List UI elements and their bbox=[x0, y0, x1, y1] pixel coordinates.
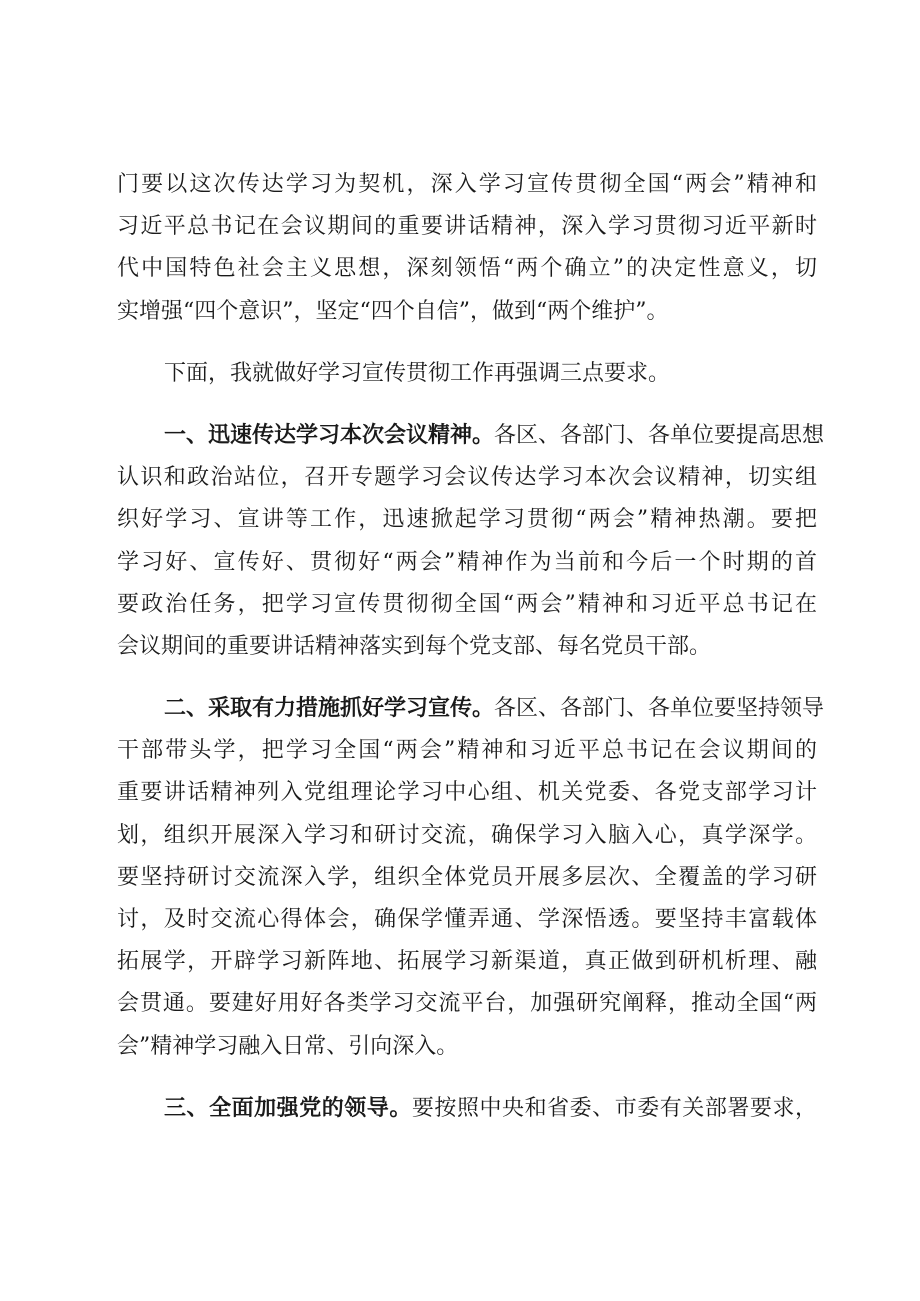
text-line: 重要讲话精神列入党组理论学习中心组、机关党委、各党支部学习计 bbox=[117, 780, 817, 806]
text-span: 要按照中央和省委、市委有关部署要求， bbox=[411, 1095, 817, 1121]
text-line bbox=[117, 688, 825, 730]
text-line: 划，组织开展深入学习和研讨交流，确保学习入脑入心，真学深学。 bbox=[117, 822, 817, 848]
text-line: 会议期间的重要讲话精神落实到每个党支部、每名党员干部。 bbox=[117, 633, 712, 659]
text-line: 要政治任务，把学习宣传贯彻彻全国“两会”精神和习近平总书记在 bbox=[117, 591, 817, 617]
section-heading: 二、采取有力措施抓好学习宣传。 bbox=[164, 696, 495, 722]
section-heading: 一、迅速传达学习本次会议精神。 bbox=[164, 422, 495, 448]
text-line: 会”精神学习融入日常、引向深入。 bbox=[117, 1033, 459, 1059]
text-line: 习近平总书记在会议期间的重要讲话精神，深入学习贯彻习近平新时 bbox=[117, 214, 817, 240]
paragraph-4 bbox=[117, 688, 825, 1068]
text-line: 实增强“四个意识”，坚定“四个自信”，做到“两个维护”。 bbox=[117, 298, 669, 324]
text-line: 要坚持研讨交流深入学，组织全体党员开展多层次、全覆盖的学习研 bbox=[117, 864, 817, 890]
text-span: 各区、各部门、各单位要提高思想 bbox=[494, 422, 825, 448]
text-line: 讨，及时交流心得体会，确保学懂弄通、学深悟透。要坚持丰富载体 bbox=[117, 907, 817, 932]
paragraph-5 bbox=[117, 1088, 817, 1130]
document-body bbox=[117, 164, 825, 1130]
text-line: 认识和政治站位，召开专题学习会议传达学习本次会议精神，切实组 bbox=[117, 465, 817, 491]
text-line: 下面，我就做好学习宣传贯彻工作再强调三点要求。 bbox=[164, 360, 671, 386]
text-line bbox=[117, 1088, 817, 1130]
text-line: 拓展学，开辟学习新阵地、拓展学习新渠道，真正做到研机析理、融 bbox=[117, 949, 817, 975]
text-line: 门要以这次传达学习为契机，深入学习宣传贯彻全国“两会”精神和 bbox=[117, 172, 817, 197]
text-span: 各区、各部门、各单位要坚持领导 bbox=[494, 696, 825, 722]
text-line: 织好学习、宣讲等工作，迅速掀起学习贯彻“两会”精神热潮。要把 bbox=[117, 507, 817, 533]
text-line: 会贯通。要建好用好各类学习交流平台，加强研究阐释，推动全国“两 bbox=[117, 991, 817, 1017]
text-line: 干部带头学，把学习全国“两会”精神和习近平总书记在会议期间的 bbox=[117, 738, 817, 764]
section-heading: 三、全面加强党的领导。 bbox=[164, 1095, 412, 1121]
text-line bbox=[117, 415, 825, 457]
paragraph-3 bbox=[117, 415, 825, 668]
paragraph-2 bbox=[117, 353, 817, 395]
text-line: 学习好、宣传好、贯彻好“两会”精神作为当前和今后一个时期的首 bbox=[117, 549, 817, 575]
text-line: 代中国特色社会主义思想，深刻领悟“两个确立”的决定性意义，切 bbox=[117, 256, 817, 282]
paragraph-1 bbox=[117, 164, 817, 333]
